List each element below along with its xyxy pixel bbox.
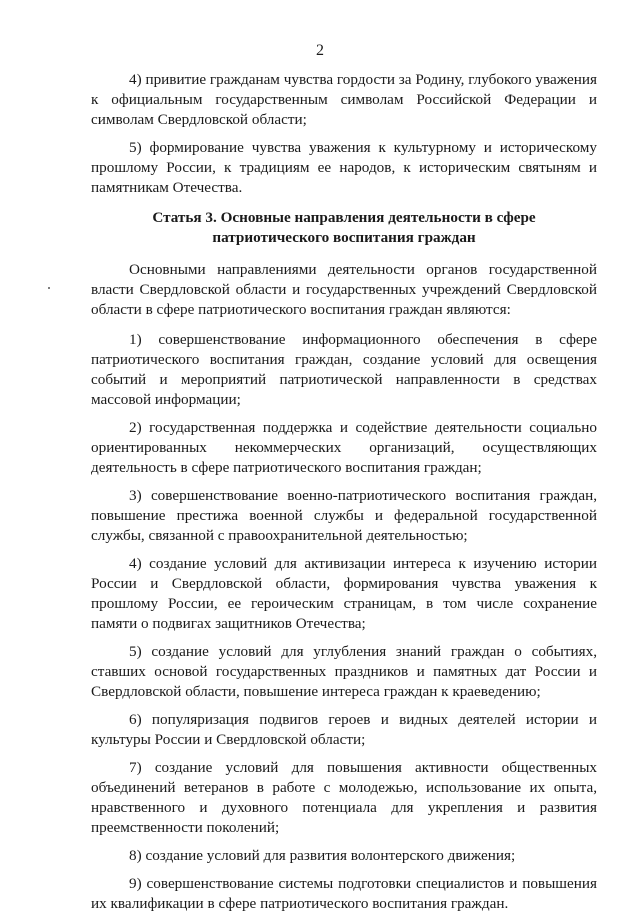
list-item: 2) государственная поддержка и содействие деятельности социально ориентированных некоммерческих организаций, осуществляющих деятельность в сфере патриотического воспитания граждан; [91, 419, 597, 476]
article-heading [91, 208, 597, 248]
page-number: 2 [316, 42, 324, 59]
list-item: 1) совершенствование информационного обеспечения в сфере патриотического воспитания граждан, создание условий для освещения событий и мероприятий патриотической направленности в средствах массовой информации; [91, 331, 597, 408]
intro-paragraph: Основными направлениями деятельности органов государственной власти Свердловской области и государственных учреждений Свердловской области в сфере патриотического воспитания граждан являются: [91, 261, 597, 318]
list-item: 3) совершенствование военно-патриотического воспитания граждан, повышение престижа военной службы и федеральной государственной службы, связанной с правоохранительной деятельностью; [91, 487, 597, 544]
list-item: 4) привитие гражданам чувства гордости за Родину, глубокого уважения к официальным государственным символам Российской Федерации и символам Свердловской области; [91, 71, 597, 128]
list-item: 9) совершенствование системы подготовки специалистов и повышения их квалификации в сфере патриотического воспитания граждан. [91, 875, 597, 912]
article-heading-line: Статья 3. Основные направления деятельности в сфере [152, 209, 536, 226]
list-item: 4) создание условий для активизации интереса к изучению истории России и Свердловской области, формирования чувства уважения к прошлому России, ее героическим страницам, в том числе сохранение памяти о подвигах защитников Отечества; [91, 555, 597, 632]
article-heading-line: патриотического воспитания граждан [212, 229, 476, 246]
list-item: 5) создание условий для углубления знаний граждан о событиях, ставших основой государственных праздников и памятных дат России и Свердловской области, повышение интереса граждан к краеведению; [91, 643, 597, 700]
list-item: 6) популяризация подвигов героев и видных деятелей истории и культуры России и Свердловской области; [91, 711, 597, 748]
list-item: 7) создание условий для повышения активности общественных объединений ветеранов в работе с молодежью, использование их опыта, нравственного и духовного потенциала для укрепления и развития преемственности поколений; [91, 759, 597, 836]
document-body [91, 70, 597, 922]
scan-speck [48, 287, 50, 289]
list-item: 8) создание условий для развития волонтерского движения; [129, 847, 516, 864]
list-item: 5) формирование чувства уважения к культурному и историческому прошлому России, к традициям ее народов, к историческим святыням и памятникам Отечества. [91, 139, 597, 196]
